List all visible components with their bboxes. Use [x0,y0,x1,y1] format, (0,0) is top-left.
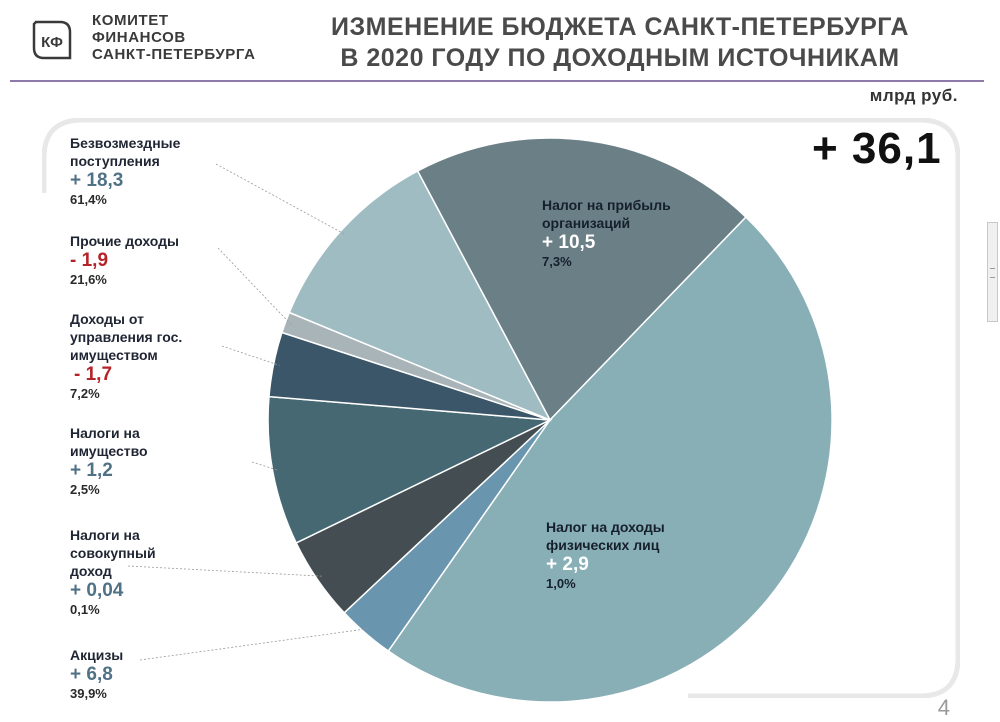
slice-value: + 6,8 [70,664,113,685]
slice-percent: 2,5% [70,482,100,497]
label-income-tax [546,518,716,592]
logo-line: КОМИТЕТ [92,12,169,29]
scrollbar[interactable] [987,222,998,322]
slice-value: - 1,9 [70,250,109,271]
label-property-tax [70,424,270,498]
logo-line: ФИНАНСОВ [92,29,186,46]
logo-monogram: КФ [41,34,63,51]
slice-name: Налог на доходы физических лиц [546,519,665,553]
slice-value: + 0,04 [70,580,124,601]
slice-value: - 1,7 [74,364,113,385]
page-number: 4 [937,695,950,720]
slice-percent: 0,1% [70,602,100,617]
scrollbar-grip-icon[interactable] [990,268,995,278]
slice-name: Прочие доходы [70,233,179,249]
slice-name: Налог на прибыль организаций [542,197,671,231]
label-other-income [70,232,270,288]
slice-percent: 7,2% [70,386,100,401]
slice-percent: 39,9% [70,686,107,701]
slice-value: + 2,9 [546,554,589,575]
slice-value: + 10,5 [542,232,596,253]
slice-name: Налоги на имущество [70,425,148,459]
label-grants [70,134,270,208]
label-aggregate-tax [70,526,270,618]
unit-label: млрд руб. [869,86,958,105]
slice-name: Безвозмездные поступления [70,135,181,169]
title-line: ИЗМЕНЕНИЕ БЮДЖЕТА САНКТ-ПЕТЕРБУРГА [331,13,909,41]
slice-percent: 21,6% [70,272,107,287]
label-excise [70,646,270,702]
slice-percent: 61,4% [70,192,107,207]
label-state-property [70,310,270,402]
total-change: + 36,1 [812,124,942,173]
slice-percent: 1,0% [546,576,576,591]
logo-line: САНКТ-ПЕТЕРБУРГА [92,46,256,63]
slice-value: + 18,3 [70,170,124,191]
slice-name: Доходы от управления гос. имуществом [70,311,183,363]
title-line: В 2020 ГОДУ ПО ДОХОДНЫМ ИСТОЧНИКАМ [340,44,900,72]
slice-name: Налоги на совокупный доход [70,527,156,579]
slice-percent: 7,3% [542,254,572,269]
slice-name: Акцизы [70,647,124,663]
slice-value: + 1,2 [70,460,113,481]
label-profit-tax [542,196,717,270]
